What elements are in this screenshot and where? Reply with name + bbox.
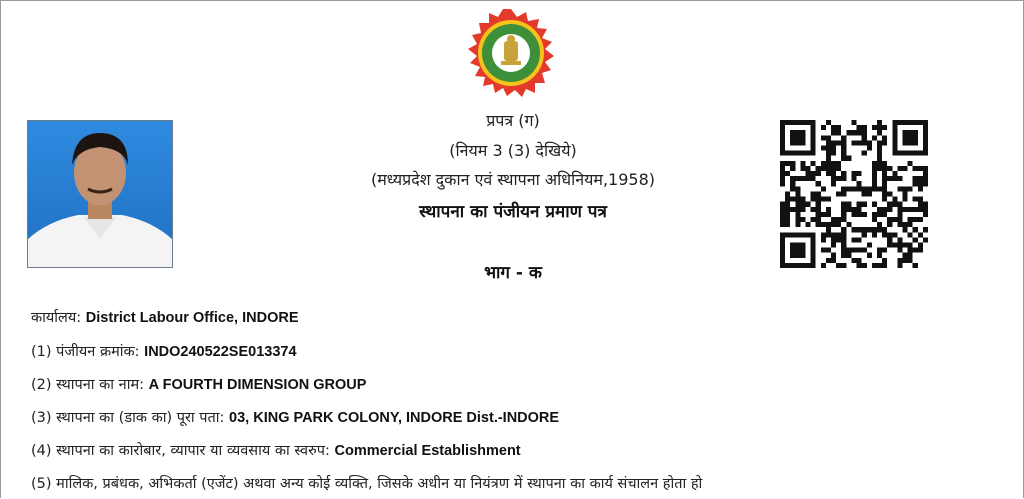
certificate-title: स्थापना का पंजीयन प्रमाण पत्र [419,202,607,222]
rule-reference: (नियम 3 (3) देखिये) [449,141,577,160]
act-reference: (मध्यप्रदेश दुकान एवं स्थापना अधिनियम,1958) [371,170,655,189]
field-label: (1) पंजीयन क्रमांक: [31,344,140,360]
field-value: 03, KING PARK COLONY, INDORE Dist.-INDORE [229,410,560,426]
field-value: District Labour Office, INDORE [85,310,299,326]
field-owner-manager [31,473,702,493]
state-emblem-logo [467,9,555,97]
field-office [31,307,299,327]
field-business-nature [31,440,521,460]
form-label: प्रपत्र (ग) [486,111,540,130]
field-label: (5) मालिक, प्रबंधक, अभिकर्ता (एजेंट) अथवा अन्य कोई व्यक्ति, जिसके अधीन या नियंत्रण में स्थापना का कार्य संचालन होता हो [31,476,703,492]
part-label: भाग - क [484,263,542,283]
field-registration-number [31,341,297,361]
field-value: INDO240522SE013374 [144,344,297,360]
field-label: (4) स्थापना का कारोबार, व्यापार या व्यवसाय का स्वरुप: [31,443,330,459]
field-label: कार्यालय: [31,310,82,326]
field-value: Commercial Establishment [334,443,521,459]
field-establishment-name [31,374,366,394]
field-postal-address [31,407,559,427]
field-label: (3) स्थापना का (डाक का) पूरा पता: [31,410,225,426]
field-label: (2) स्थापना का नाम: [31,377,145,393]
field-value: A FOURTH DIMENSION GROUP [148,377,367,393]
